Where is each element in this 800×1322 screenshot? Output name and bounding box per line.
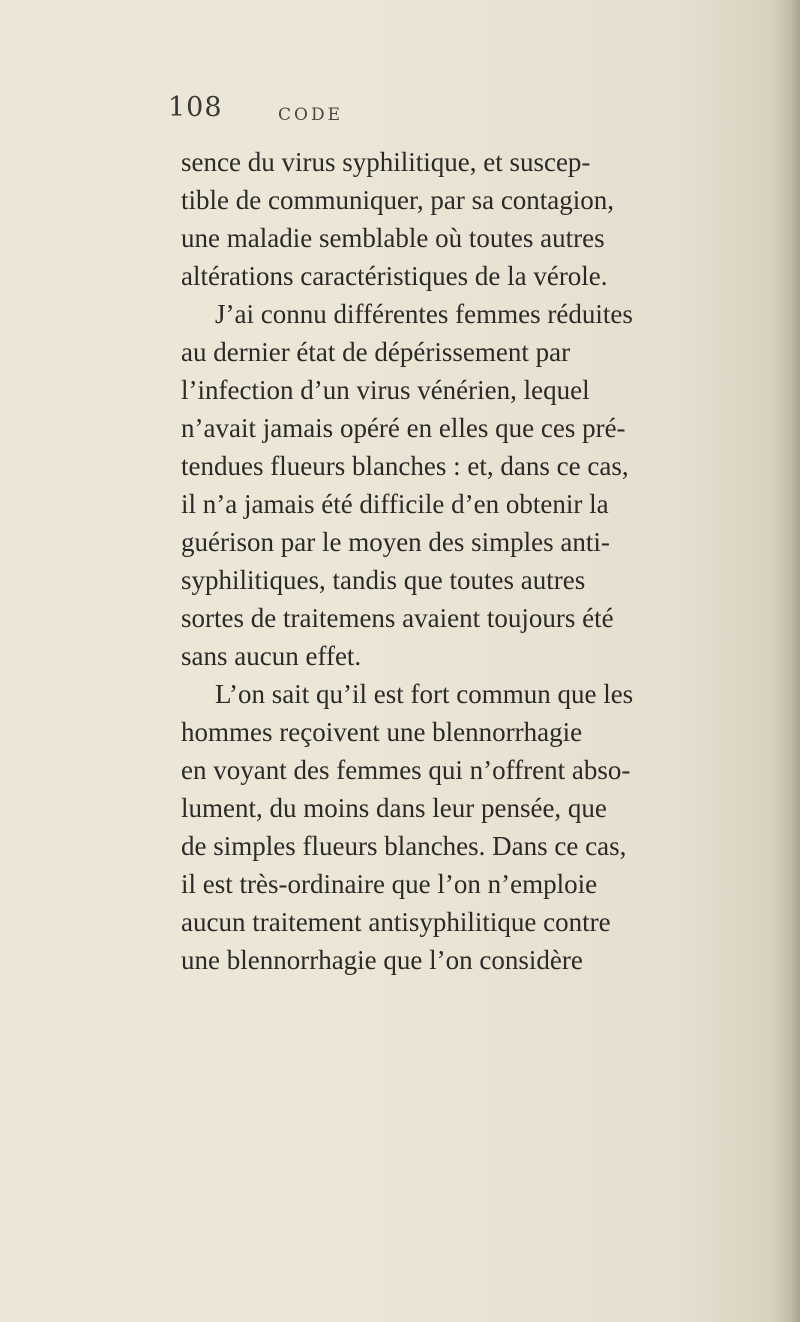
text-line: L’on sait qu’il est fort commun que les [215, 679, 634, 709]
text-line: une maladie semblable où toutes autres [181, 223, 605, 253]
text-line: tible de communiquer, par sa contagion, [181, 185, 615, 215]
text-line: une blennorrhagie que l’on considère [181, 945, 583, 975]
text-line: tendues flueurs blanches : et, dans ce cas, [181, 451, 629, 481]
text-line: altérations caractéristiques de la vérole. [181, 261, 608, 291]
page-number: 108 [168, 92, 223, 123]
text-line: J’ai connu différentes femmes réduites [215, 299, 633, 329]
text-line: guérison par le moyen des simples anti- [181, 527, 610, 557]
text-line: syphilitiques, tandis que toutes autres [181, 565, 586, 595]
page-edge-shadow [774, 0, 800, 1322]
text-line: l’infection d’un virus vénérien, lequel [181, 375, 590, 405]
text-line: il est très-ordinaire que l’on n’emploie [181, 869, 598, 899]
text-line: lument, du moins dans leur pensée, que [181, 793, 607, 823]
text-line: en voyant des femmes qui n’offrent abso- [181, 755, 631, 785]
text-line: sans aucun effet. [181, 641, 362, 671]
text-line: n’avait jamais opéré en elles que ces pré- [181, 413, 626, 443]
text-line: au dernier état de dépérissement par [181, 337, 571, 367]
running-head [0, 92, 800, 132]
text-line: sortes de traitemens avaient toujours été [181, 603, 614, 633]
text-line: aucun traitement antisyphilitique contre [181, 907, 611, 937]
text-line: hommes reçoivent une blennorrhagie [181, 717, 583, 747]
text-line: de simples flueurs blanches. Dans ce cas, [181, 831, 627, 861]
text-line: il n’a jamais été difficile d’en obtenir la [181, 489, 609, 519]
text-line: sence du virus syphilitique, et suscep- [181, 147, 591, 177]
section-title: CODE [278, 105, 343, 125]
